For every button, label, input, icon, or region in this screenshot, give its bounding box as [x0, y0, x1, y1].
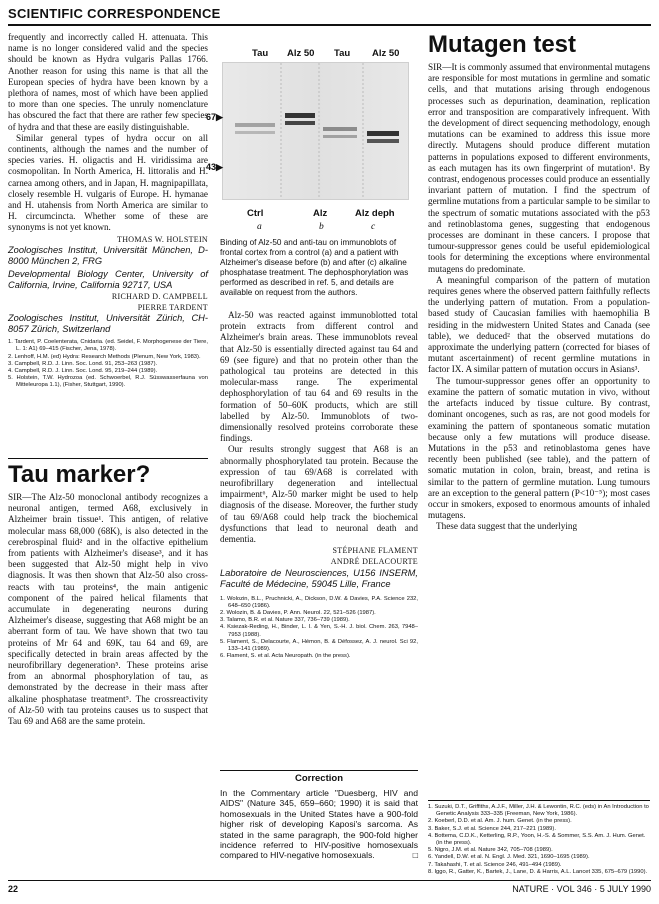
reference: 4. Campbell, R.D. J. Linn. Soc. Lond. 95, 219–244 (1989).	[8, 368, 158, 375]
divider	[8, 458, 208, 459]
mutagen-title: Mutagen test	[428, 31, 577, 58]
address-irvine: Developmental Biology Center, University of California, Irvine, California 92717, USA	[8, 268, 208, 290]
tau-title: Tau marker?	[8, 461, 151, 488]
refs-rule	[428, 800, 650, 801]
tau-body	[8, 492, 208, 727]
signature-delacourte: ANDRÉ DELACOURTE	[330, 557, 418, 567]
reference: 5. Nigro, J.M. et al. Nature 342, 705–708 (1989).	[428, 847, 553, 854]
immunoblot-svg	[223, 63, 408, 199]
reference: 2. Wolozin, B. & Davies, P. Ann. Neurol. 22, 521–526 (1987).	[220, 610, 376, 617]
hydra-references	[8, 339, 208, 389]
signature-flament: STÉPHANE FLAMENT	[332, 546, 418, 556]
correction-rule	[220, 770, 418, 771]
footer-rule	[8, 880, 651, 881]
reference: 3. Campbell, R.D. J. Linn. Soc. Lond. 91, 253–263 (1987).	[8, 360, 158, 367]
header-rule	[8, 24, 651, 26]
reference: 2. Koeberl, D.D. et al. Am. J. hum. Genet. (in the press).	[428, 818, 572, 825]
tau-paragraph-3: Our results strongly suggest that A68 is an abnormally phosphorylated tau protein. Because the expression of tau 69/A68 is correlated with neurofibrillary degeneration and intellectual impairment⁶, Alz-50 marker might be used to help diagnosis of the disease. Moreover, the further study of tau 69/A68 could help track the biochemical dysfunctions that lead to neuronal death and dementia.	[220, 444, 418, 545]
hydra-paragraph-1: frequently and incorrectly called H. attenuata. This name is no longer considered valid and the species should be known as Hydra vulgaris Pallas 1766. Another reason for using this name is that all the European species of hydra have been known by a plethora of names, most of which have been applied to more than one species. The unruly nomenclature has obscured the fact that there are rather few species of hydra and that these are easily distinguishable.	[8, 32, 208, 132]
reference: 4. Bottema, C.D.K., Ketterling, R.P., Yoon, H.-S. & Sommer, S.S. Am. J. Hum. Genet. (in the press).	[428, 832, 646, 847]
tau-paragraph-1: SIR—The Alz-50 monoclonal antibody recognizes a neuronal antigen, termed A68, exclusively in Alzheimer brain tissue¹. This antigen, of relative molecular mass 68,000 (68K), is also detected in the cerebrospinal fluid² and in the olfactive epithelium from patients with Alzheimer's disease³, and it has been suggested that Alz-50 might help in vivo diagnosis. It was then shown that Alz-50 also cross-reacts with tau proteins⁴, the main antigenic component of the paired helical filaments that accumulate in degenerating neurons during Alzheimer's disease, suggesting that A68 might be an aberrant form of tau. We have shown that two tau proteins of Mr 64 and 69K, tau 64 and 69, are specifically detected in brain areas affected by the neurofibrillary degeneration⁵. These proteins arise from an abnormal phosphorylation of tau, as demonstrated by the decrease in their mass after alkaline phosphatase treatment⁵. The crossreactivity of Alz-50 with tau proteins causes us to suspect that Tau 69 and A68 are the same protein.	[8, 492, 208, 727]
condition-ctrl: Ctrl	[247, 208, 264, 219]
correction-title: Correction	[294, 773, 344, 784]
condition-alz-deph: Alz deph	[355, 208, 395, 219]
reference: 4. Ksiezak-Reding, H., Binder, L. I. & Yen, S.-H. J. biol. Chem. 263, 7948–7953 (1988).	[220, 624, 418, 638]
mutagen-paragraph-1: SIR—It is commonly assumed that environmental mutagens are responsible for most mutations in germline and somatic cells, and that mutations arising through endogenous processes such as depurination, deamination, replication error and transposition are comparatively infrequent. With the development of direct sequencing methodology, enough mutations can be examined to address this issue more directly. Mutagens should produce different mutation patterns in populations exposed to different environments, as each mutagen has its own fingerprint of mutation¹. By contrast, endogenous processes could produce an essentially invariant pattern of mutation. I find the spectrum of germline mutations from a particular sample to be similar to the spectrum of somatic mutations associated with the p53 and retinoblastoma genes, suggesting that endogenous processes are dominant in these cancers. I propose that tumour-suppressor genes could be useful epidemiological tools for determining the exceptions where environmental mutagens do predominate.	[428, 62, 650, 274]
address-munich: Zoologisches Institut, Universität München, D-8000 München 2, FRG	[8, 244, 208, 266]
reference: 8. Iggo, R., Gatter, K., Bartek, J., Lane, D. & Harris, A.L. Lancet 335, 675–679 (1990).	[428, 868, 648, 875]
mutagen-paragraph-4: These data suggest that the underlying	[436, 521, 578, 532]
reference: 5. Holstein, T.W. Hydrozoa (ed. Schwoerbel, R.J. Süsswasserfauna von Mitteleuropa 1.1), (Fisher, Stuttgart, 1990).	[8, 375, 208, 389]
reference: 3. Baker, S.J. et al. Science 244, 217–221 (1989).	[428, 825, 556, 832]
figure-caption: Binding of Alz-50 and anti-tau on immunoblots of frontal cortex from a control (a) and a patient with Alzheimer's disease before (b) and after (c) alkaline phosphatase treatment. The dephosphorylation was performed as described in ref. 5, and details are available on request from the authors.	[220, 238, 409, 297]
signature-holstein: THOMAS W. HOLSTEIN	[117, 234, 208, 244]
reference: 5. Flament, S., Delacourte, A., Hémon, B. & Défossez, A. J. neurol. Sci 92, 133–141 (1989).	[220, 638, 418, 653]
section-header: SCIENTIFIC CORRESPONDENCE	[8, 6, 221, 21]
panel-a: a	[257, 222, 262, 232]
mutagen-paragraph-3: The tumour-suppressor genes offer an opportunity to examine the pattern of somatic mutation in vivo, without the artefacts induced by tissue culture. By contrast, dominant oncogenes, such as ras, are not good models for examining the pattern of spontaneous somatic mutation because only a few mutations will produce disease. Mutations in the p53 and retinoblastoma genes have recently been published (see table), and the pattern of somatic mutation in colon, brain, breast, and retina is similar to the pattern of germline mutation. Lung tumours are an exception to the general pattern (P<10⁻⁵); most cases occur in smokers, exposed to enormous amounts of inhaled mutagens.	[428, 375, 650, 521]
lane-label-alz50-1: Alz 50	[287, 48, 315, 59]
address-lille: Laboratoire de Neurosciences, U156 INSERM, Faculté de Médecine, 59045 Lille, France	[220, 567, 418, 589]
reference: 1. Suzuki, D.T., Griffiths, A.J.F., Miller, J.H. & Lewontin, R.C. (eds) in An Introduction to Genetic Analysis 333–335 (Freeman, New York, 1986).	[428, 804, 649, 818]
reference: 1. Tardent, P. Coelenterata, Cnidaria. (ed. Seidel, F. Morphogenese der Tiere, L. 1: A1) 69–415 (Fischer, Jena, 1978).	[8, 339, 208, 353]
reference: 7. Takahashi, T. et al. Science 246, 491–494 (1989).	[428, 861, 562, 868]
marker-67: 67▶	[206, 112, 223, 122]
page-number: 22	[8, 884, 19, 894]
signature-tardent: PIERRE TARDENT	[137, 303, 208, 313]
tau-references	[220, 596, 418, 661]
journal-info: NATURE · VOL 346 · 5 JULY 1990	[512, 884, 651, 894]
signature-campbell: RICHARD D. CAMPBELL	[111, 291, 208, 301]
immunoblot-image	[222, 62, 409, 200]
condition-alz: Alz	[313, 208, 328, 219]
reference: 2. Lenhoff, H.M. (ed) Hydra: Research Methods (Plenum, New York, 1983).	[8, 353, 201, 360]
end-mark: □	[412, 850, 418, 861]
reference: 1. Wolozin, B.L., Pruchnicki, A., Dickson, D.W. & Davies, P.A. Science 232, 648–650 (1986).	[220, 595, 418, 609]
panel-c: c	[371, 222, 376, 232]
mutagen-references	[428, 804, 650, 876]
reference: 6. Flament, S. et al. Acta Neuropath. (in the press).	[220, 653, 351, 660]
address-zurich: Zoologisches Institut, Universität Zürich, CH-8057 Zürich, Switzerland	[8, 313, 208, 335]
lane-label-tau-2: Tau	[334, 48, 351, 59]
tau-paragraph-2: Alz-50 was reacted against immunoblotted total protein extracts from different control and Alzheimer's brain areas. These immunoblots reveal that Alz-50 is essentially directed against tau 64 and 69 (see figure) and that no protein other than the pathological tau proteins are detected in this molecular-mass range. The experimental dephosphorylation of tau 64 and 69 results in the formation of 50–60K products, which are still labelled by Alz-50. Immunoblots of two-dimensionally resolved proteins corroborate these findings.	[220, 310, 418, 444]
marker-43: 43▶	[206, 162, 223, 172]
lane-label-tau-1: Tau	[252, 48, 269, 59]
hydra-paragraph-2: Similar general types of hydra occur on all continents, although the names and the number of species varies. H. oligactis and H. viridissima are cosmopolitan. In North America, H. littoralis and H. carnea among others, and in Japan, H. magnipapillata, closely resemble H. vulgaris of Europe. H. hymanae and H. utahensis from North America are similar to H. circumcincta. Whether some of these are synonyms is not yet known.	[8, 132, 208, 233]
reference: 6. Yandell, D.W. et al. N. Engl. J. Med. 321, 1690–1695 (1989).	[428, 854, 590, 861]
reference: 3. Talamo, B.R. et al. Nature 337, 736–739 (1989).	[220, 617, 350, 624]
mutagen-paragraph-2: A meaningful comparison of the pattern of mutation requires genes where the observed pattern faithfully reflects the underlying pattern of mutation. From a population-based study of Caucasian families with haemophilia B residing in the midwestern United States and Canada (see table), we deduced² that the observed mutations do approximate the underlying pattern (corrected for biases of mutant ascertainment) of recent germline mutations in factor IX. A similar pattern of mutation occurs in Asians³.	[428, 274, 650, 375]
column-2	[220, 310, 418, 661]
column-1	[8, 32, 208, 390]
correction-text: In the Commentary article "Duesberg, HIV and AIDS" (Nature 345, 659–660; 1990) it is said that homosexuals in the United States have a 900-fold higher risk of developing Kaposi's sarcoma. As stated in the same paragraph, the 900-fold higher incidence referred to HIV-positive homosexuals compared to HIV-negative homosexuals. □	[220, 788, 418, 861]
panel-b: b	[319, 222, 324, 232]
lane-label-alz50-2: Alz 50	[372, 48, 400, 59]
column-3	[428, 62, 650, 533]
